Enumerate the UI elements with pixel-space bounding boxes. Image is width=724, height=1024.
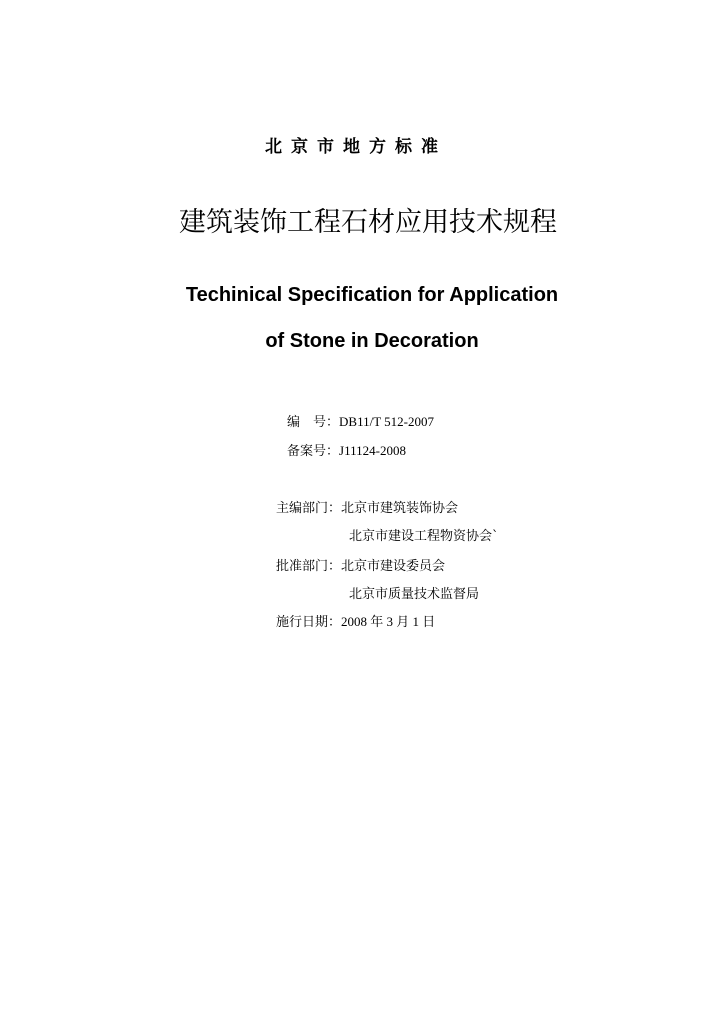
effective-date-label: 施行日期： <box>276 615 342 630</box>
chief-editor-1: 北京市建筑装饰协会 <box>341 501 459 516</box>
record-number-label: 备案号： <box>287 444 340 459</box>
standard-type-heading <box>0 132 724 157</box>
standard-code-label: 编 号： <box>287 415 340 430</box>
english-title-line-2-text: of Stone in Decoration <box>265 330 479 352</box>
english-title-line-2 <box>0 330 724 353</box>
standard-code <box>287 411 434 430</box>
chinese-title-text: 建筑装饰工程石材应用技术规程 <box>179 207 557 238</box>
record-number-value: J11124-2008 <box>339 443 406 458</box>
approver-line <box>276 555 445 574</box>
chinese-title <box>0 200 724 239</box>
english-title-line-1-text: Techinical Specification for Application <box>185 284 559 306</box>
standard-type-text: 北京市地方标准 <box>265 137 447 157</box>
effective-date-value: 2008 年 3 月 1 日 <box>341 614 436 629</box>
effective-date-line <box>276 611 435 630</box>
english-title-line-1 <box>0 284 724 307</box>
chief-editor-line-2 <box>349 525 499 544</box>
standard-code-value: DB11/T 512-2007 <box>339 414 434 429</box>
chief-editor-line <box>276 497 458 516</box>
record-number <box>287 440 406 459</box>
chief-editor-2: 北京市建设工程物资协会` <box>349 529 499 544</box>
approver-2: 北京市质量技术监督局 <box>349 587 480 602</box>
approver-1: 北京市建设委员会 <box>341 559 446 574</box>
approver-label: 批准部门： <box>276 559 342 574</box>
chief-editor-label: 主编部门： <box>276 501 342 516</box>
approver-line-2 <box>349 583 479 602</box>
